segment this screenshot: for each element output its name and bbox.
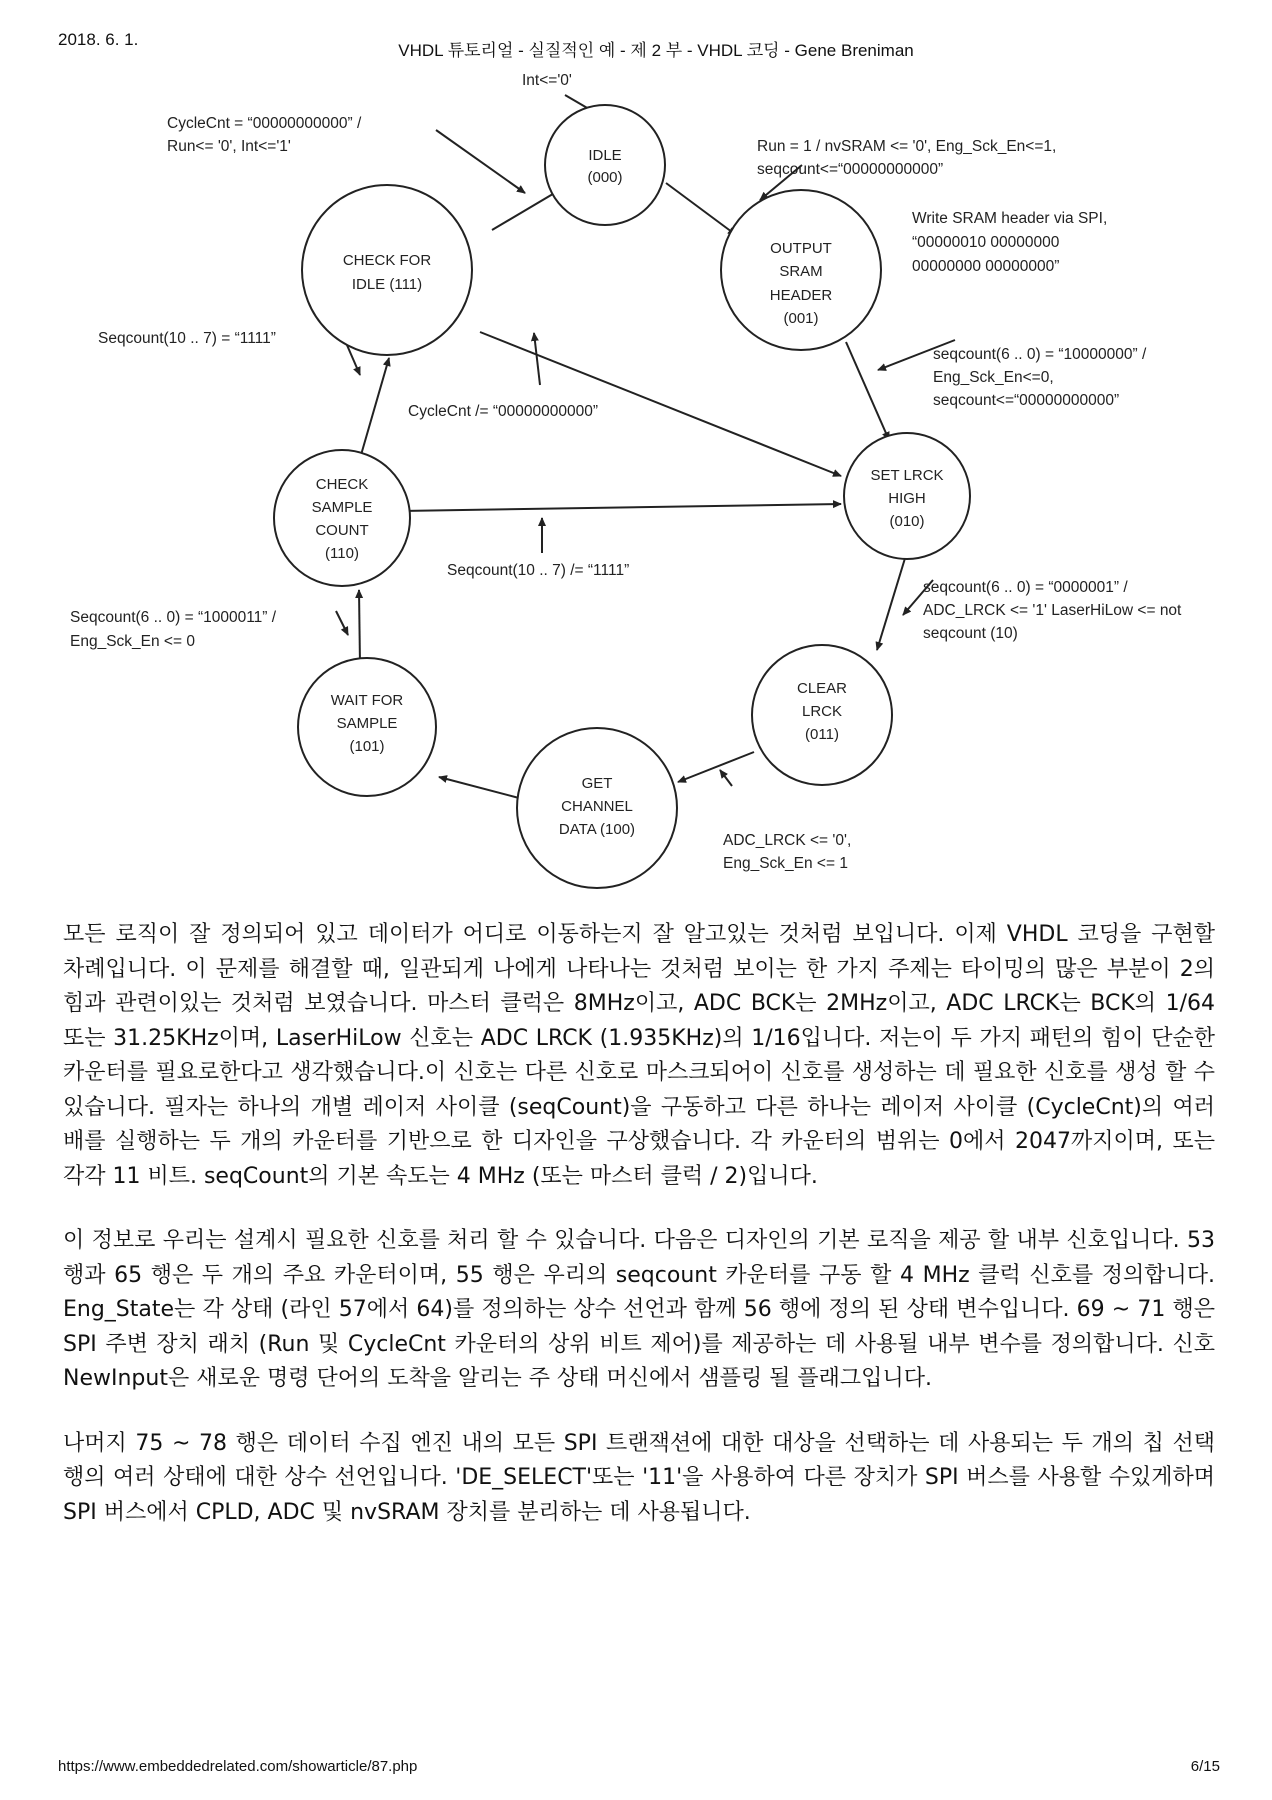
label-adc-lrck-zero-1: ADC_LRCK <= '0',	[723, 832, 852, 849]
state-output-line1: OUTPUT	[770, 240, 832, 257]
label-write-header-1: Write SRAM header via SPI,	[912, 210, 1108, 227]
state-check-for-idle	[302, 185, 472, 355]
transition-setlrck-to-clear	[877, 555, 906, 650]
label-write-header-3: 00000000 00000000”	[912, 258, 1060, 275]
state-getdata-line3: DATA (100)	[558, 821, 636, 838]
label-cyclecnt-zero-2: Run<= '0', Int<='1'	[167, 138, 291, 155]
transition-wait-to-checksample	[359, 590, 360, 665]
state-idle	[545, 105, 665, 225]
state-getdata-line1: GET	[581, 775, 613, 792]
transition-checksample-to-checkidle	[361, 358, 389, 455]
label-run-start-1: Run = 1 / nvSRAM <= '0', Eng_Sck_En<=1,	[757, 138, 1057, 155]
label-seqcount-not-1111: Seqcount(10 .. 7) /= “1111”	[447, 562, 630, 579]
state-checkidle-line1: CHECK FOR	[342, 252, 432, 269]
page-number: 6/15	[1190, 1758, 1220, 1775]
state-idle-line2: (000)	[587, 169, 623, 186]
state-wait-line1: WAIT FOR	[330, 692, 404, 709]
pointer-seqcount-1000011	[336, 611, 348, 635]
state-check-sample-count	[274, 450, 410, 586]
label-seqcount-one-3: seqcount (10)	[923, 625, 1018, 642]
label-cyclecnt-nonzero: CycleCnt /= “00000000000”	[408, 403, 598, 420]
label-seqcount-one-1: seqcount(6 .. 0) = “0000001” /	[923, 579, 1128, 596]
state-clear-line2: LRCK	[801, 703, 843, 720]
pointer-cyclecnt-nonzero	[534, 333, 540, 385]
article-body	[63, 918, 1215, 1560]
state-checksample-line2: SAMPLE	[311, 499, 373, 516]
transition-output-to-setlrck	[846, 342, 889, 440]
label-adc-lrck-zero-2: Eng_Sck_En <= 1	[723, 855, 848, 872]
label-seqcount-1111: Seqcount(10 .. 7) = “1111”	[98, 330, 276, 347]
state-setlrck-line3: (010)	[889, 513, 925, 530]
label-seqcount-1000011-2: Eng_Sck_En <= 0	[70, 633, 195, 650]
page-title: VHDL 튜토리얼 - 실질적인 예 - 제 2 부 - VHDL 코딩 - Gene Breniman	[398, 41, 914, 60]
state-wait-line2: SAMPLE	[336, 715, 398, 732]
label-int-reset: Int<='0'	[522, 72, 572, 89]
label-seqcount-high-1: seqcount(6 .. 0) = “10000000” /	[933, 346, 1147, 363]
pointer-adc-lrck-zero	[720, 770, 732, 786]
paragraph-1: 모든 로직이 잘 정의되어 있고 데이터가 어디로 이동하는지 잘 알고있는 것처럼 보입니다. 이제 VHDL 코딩을 구현할 차례입니다. 이 문제를 해결할 때, 일관되게 나에게 나타나는 것처럼 보이는 한 가지 주제는 타이밍의 많은 부분이 2의 힘과 관련이있는 것처럼 보였습니다. 마스터 클럭은 8MHz이고, ADC BCK는 2MHz이고, ADC LRCK는 BCK의 1/64 또는 31.25KHz이며, LaserHiLow 신호는 ADC LRCK (1.935KHz)의 1/16입니다. 저는이 두 가지 패턴의 힘이 단순한 카운터를 필요로한다고 생각했습니다.이 신호는 다른 신호로 마스크되어이 신호를 생성하는 데 필요한 신호를 생성 할 수 있습니다. 필자는 하나의 개별 레이저 사이클 (seqCount)을 구동하고 다른 하나는 레이저 사이클 (CycleCnt)의 여러 배를 실행하는 두 개의 카운터를 기반으로 한 디자인을 구상했습니다. 각 카운터의 범위는 0에서 2047까지이며, 또는 각각 11 비트. seqCount의 기본 속도는 4 MHz (또는 마스터 클럭 / 2)입니다.	[63, 922, 1215, 1189]
pointer-cyclecnt-zero	[436, 130, 525, 193]
label-seqcount-high-3: seqcount<=“00000000000”	[933, 392, 1120, 409]
label-seqcount-1000011-1: Seqcount(6 .. 0) = “1000011” /	[70, 609, 277, 626]
state-clear-line1: CLEAR	[796, 680, 848, 697]
label-seqcount-high-2: Eng_Sck_En<=0,	[933, 369, 1054, 386]
print-date: 2018. 6. 1.	[58, 30, 139, 49]
label-write-header-2: “00000010 00000000	[912, 234, 1060, 251]
transition-getdata-to-wait	[439, 777, 519, 798]
state-getdata-line2: CHANNEL	[561, 798, 633, 815]
state-output-line2: SRAM	[779, 263, 823, 280]
paragraph-2: 이 정보로 우리는 설계시 필요한 신호를 처리 할 수 있습니다. 다음은 디자인의 기본 로직을 제공 할 내부 신호입니다. 53 행과 65 행은 두 개의 주요 카운터이며, 55 행은 우리의 seqcount 카운터를 구동 할 4 MHz 클럭 신호를 정의합니다. Eng_State는 각 상태 (라인 57에서 64)를 정의하는 상수 선언과 함께 56 행에 정의 된 상태 변수입니다. 69 ~ 71 행은 SPI 주변 장치 래치 (Run 및 CycleCnt 카운터의 상위 비트 제어)를 제공하는 데 사용될 내부 변수를 정의합니다. 신호 NewInput은 새로운 명령 단어의 도착을 알리는 주 상태 머신에서 샘플링 될 플래그입니다.	[63, 1228, 1215, 1391]
label-cyclecnt-zero-1: CycleCnt = “00000000000” /	[167, 115, 362, 132]
footer-url: https://www.embeddedrelated.com/showarticle/87.php	[58, 1758, 418, 1775]
state-output-line4: (001)	[783, 310, 819, 327]
label-seqcount-one-2: ADC_LRCK <= '1' LaserHiLow <= not	[923, 602, 1182, 619]
state-idle-line1: IDLE	[588, 147, 622, 164]
label-run-start-2: seqcount<=“00000000000”	[757, 161, 944, 178]
paragraph-3: 나머지 75 ~ 78 행은 데이터 수집 엔진 내의 모든 SPI 트랜잭션에 대한 대상을 선택하는 데 사용되는 두 개의 칩 선택 행의 여러 상태에 대한 상수 선언입니다. 'DE_SELECT'또는 '11'을 사용하여 다른 장치가 SPI 버스를 사용할 수있게하며 SPI 버스에서 CPLD, ADC 및 nvSRAM 장치를 분리하는 데 사용됩니다.	[63, 1430, 1215, 1525]
state-machine-diagram	[60, 70, 1190, 900]
state-output-line3: HEADER	[769, 287, 833, 304]
transition-clear-to-getdata	[678, 752, 754, 782]
state-setlrck-line1: SET LRCK	[870, 467, 944, 484]
state-setlrck-line2: HIGH	[888, 490, 926, 507]
state-checkidle-line2: IDLE (111)	[351, 276, 423, 293]
state-checksample-line3: COUNT	[315, 522, 369, 539]
state-clear-line3: (011)	[805, 726, 839, 743]
transition-idle-to-output	[666, 183, 736, 235]
state-checksample-line4: (110)	[325, 545, 359, 562]
state-checksample-line1: CHECK	[315, 476, 369, 493]
transition-checksample-to-setlrck	[401, 504, 841, 511]
state-wait-line3: (101)	[349, 738, 385, 755]
